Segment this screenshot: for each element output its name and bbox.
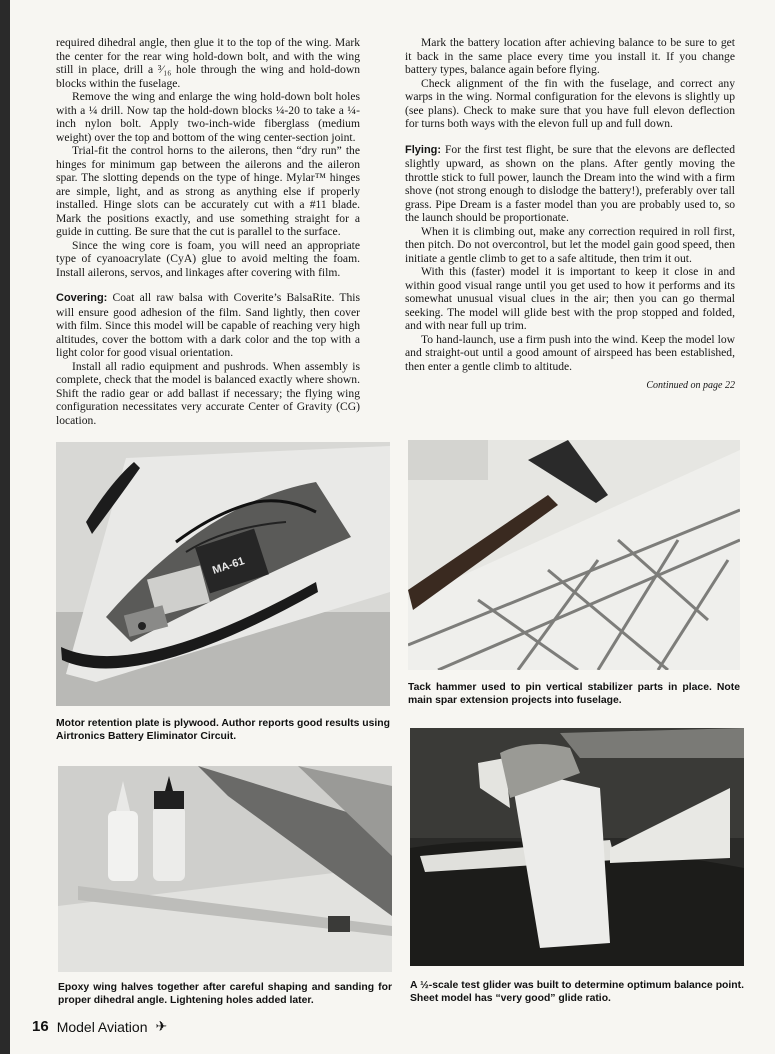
paragraph: When it is climbing out, make any correction required in roll first, then pitch. Do not overcontrol, but let the model gain good speed, then initiate a gentle climb to get to a safe altitude, then trim it out. [405, 224, 735, 265]
photo-caption: A ½-scale test glider was built to determine optimum balance point. Sheet model has “very good” glide ratio. [410, 980, 744, 1004]
paragraph: Remove the wing and enlarge the wing hold-down bolt holes with a ¼ drill. Now tap the hold-down blocks ¼-20 to take a ¼-inch nylon bolt. Apply two-inch-wide fiberglass (medium weight) over the top and bottom of the wing center-section joint. [56, 90, 360, 144]
paragraph: Check alignment of the fin with the fuselage, and correct any warps in the wing. Normal configuration for the elevons is slightly up (see plans). Check to make sure that you have full elevon deflection for turns both ways with the elevon full up and full down. [405, 76, 735, 130]
text-column-left [56, 36, 360, 427]
photo-tack-hammer [408, 440, 740, 670]
section-heading-covering: Covering: [56, 292, 108, 304]
paragraph: Since the wing core is foam, you will need an appropriate type of cyanoacrylate (CyA) glue to avoid melting the foam. Install ailerons, servos, and linkages after covering with film. [56, 238, 360, 279]
paragraph: required dihedral angle, then glue it to the top of the wing. Mark the center for the rear wing hold-down bolt, and with the wing still in place, drill a ³⁄₁₆ hole through the wing and hold-down blocks within the fuselage. [56, 36, 360, 90]
receiver-label: MA-61 [210, 555, 247, 577]
photo-fuselage-radio [56, 442, 390, 706]
photo-test-glider [410, 728, 744, 966]
magazine-name: Model Aviation [56, 1018, 148, 1035]
section-heading-flying: Flying: [405, 143, 442, 156]
photo-epoxy-wing [58, 766, 392, 972]
paragraph: With this (faster) model it is important to keep it close in and within good visual range until you get used to how it performs and its somewhat unusual visual clues in the air; then you can go thermal seeking. The model will glide best with the prop stopped and folded, and with near full up trim. [405, 265, 735, 332]
text-column-right [405, 36, 735, 393]
airplane-icon: ✈ [155, 1018, 168, 1034]
photo-caption: Epoxy wing halves together after careful shaping and sanding for proper dihedral angle. Lightening holes added later. [58, 982, 392, 1006]
paragraph: Install all radio equipment and pushrods. When assembly is complete, check that the model is balanced exactly where shown. Shift the radio gear or add ballast if necessary; the flying wing configuration necessitates very accurate Center of Gravity (CG) location. [56, 359, 360, 427]
section-covering [56, 291, 360, 360]
page-number: 16 [32, 1018, 49, 1035]
continued-note: Continued on page 22 [646, 380, 735, 391]
section-flying [405, 143, 735, 225]
paragraph: Coat all raw balsa with Coverite’s BalsaRite. This will ensure good adhesion of the film. Sand lightly, then cover with film. Since this model will be capable of reaching very high altitudes, cover the bottom with a dark color and the top with a light color for good visual orientation. [56, 291, 360, 359]
paragraph: For the first test flight, be sure that the elevons are deflected slightly upward, as shown on the plans. After gently moving the throttle stick to full power, launch the Dream into the wind with a firm shove (not strong enough to dislodge the battery!), preferably over tall grass. Pipe Dream is a faster model than you are probably used to, so the launch should be proportionate. [405, 142, 735, 224]
photo-caption: Tack hammer used to pin vertical stabilizer parts in place. Note main spar extension projects into fuselage. [408, 682, 740, 706]
paragraph: To hand-launch, use a firm push into the wind. Keep the model low and straight-out until a good amount of airspeed has been established, then enter a gentle climb to altitude. [405, 332, 735, 373]
page-footer [32, 1018, 167, 1035]
photo-caption: Motor retention plate is plywood. Author reports good results using Airtronics Battery Eliminator Circuit. [56, 718, 390, 742]
paragraph: Trial-fit the control horns to the ailerons, then “dry run” the hinges for minimum gap between the ailerons and the aileron spar. The slotting depends on the type of hinge. Mylar™ hinges are simple, light, and as strong as anything else if properly installed. Hinge slots can be accurately cut with a #11 blade. Mark the positions exactly, and use something straight for a guide in cutting. Be sure that the cut is parallel to the surface. [56, 144, 360, 238]
paragraph: Mark the battery location after achieving balance to be sure to get it back in the same place every time you install it. If you change battery types, balance again before flying. [405, 36, 735, 76]
